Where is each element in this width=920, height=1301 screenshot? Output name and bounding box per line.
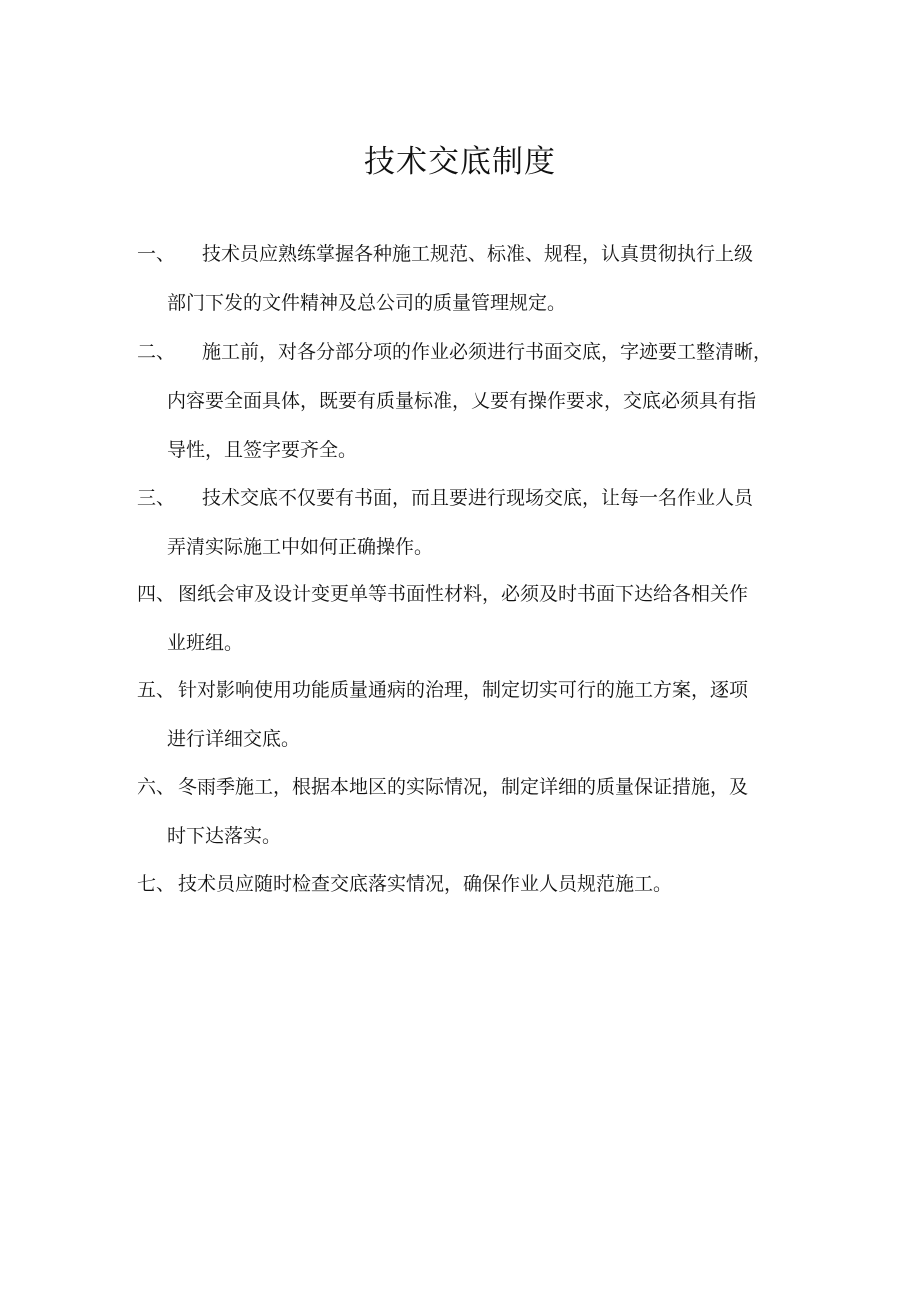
- item-number: 三、: [137, 487, 176, 509]
- item-text-line: 图纸会审及设计变更单等书面性材料，必须及时书面下达给各相关作: [178, 583, 749, 605]
- item-number: 七、: [137, 873, 176, 895]
- item-number: 一、: [137, 243, 176, 265]
- item-text-line: 业班组。: [167, 632, 244, 654]
- item-number: 四、: [137, 583, 176, 605]
- item-text-line: 时下达落实。: [167, 825, 282, 847]
- item-text-line: 施工前，对各分部分项的作业必须进行书面交底，字迹要工整清晰，: [202, 341, 773, 363]
- item-text-line: 技术交底不仅要有书面，而且要进行现场交底，让每一名作业人员: [202, 487, 754, 509]
- list-item: [137, 230, 787, 328]
- item-text-line: 冬雨季施工，根据本地区的实际情况，制定详细的质量保证措施，及: [178, 776, 749, 798]
- item-text-line: 弄清实际施工中如何正确操作。: [167, 536, 434, 558]
- item-text-line: 部门下发的文件精神及总公司的质量管理规定。: [167, 292, 567, 314]
- item-number: 五、: [137, 679, 176, 701]
- document-title: 技术交底制度: [364, 144, 556, 180]
- list-item: [137, 666, 787, 764]
- list-item: [137, 328, 787, 475]
- item-number: 二、: [137, 341, 176, 363]
- list-item: [137, 570, 787, 668]
- item-text-line: 针对影响使用功能质量通病的治理，制定切实可行的施工方案，逐项: [178, 679, 749, 701]
- list-item: [137, 474, 787, 572]
- item-text-line: 技术员应熟练掌握各种施工规范、标准、规程，认真贯彻执行上级: [202, 243, 754, 265]
- item-number: 六、: [137, 776, 176, 798]
- item-text-line: 技术员应随时检查交底落实情况，确保作业人员规范施工。: [178, 873, 673, 895]
- list-item: [137, 763, 787, 861]
- item-text-line: 导性，且签字要齐全。: [167, 439, 358, 461]
- item-text-line: 内容要全面具体，既要有质量标准，乂要有操作要求，交底必须具有指: [167, 390, 757, 412]
- item-text-line: 进行详细交底。: [167, 728, 301, 750]
- list-item: [137, 860, 787, 909]
